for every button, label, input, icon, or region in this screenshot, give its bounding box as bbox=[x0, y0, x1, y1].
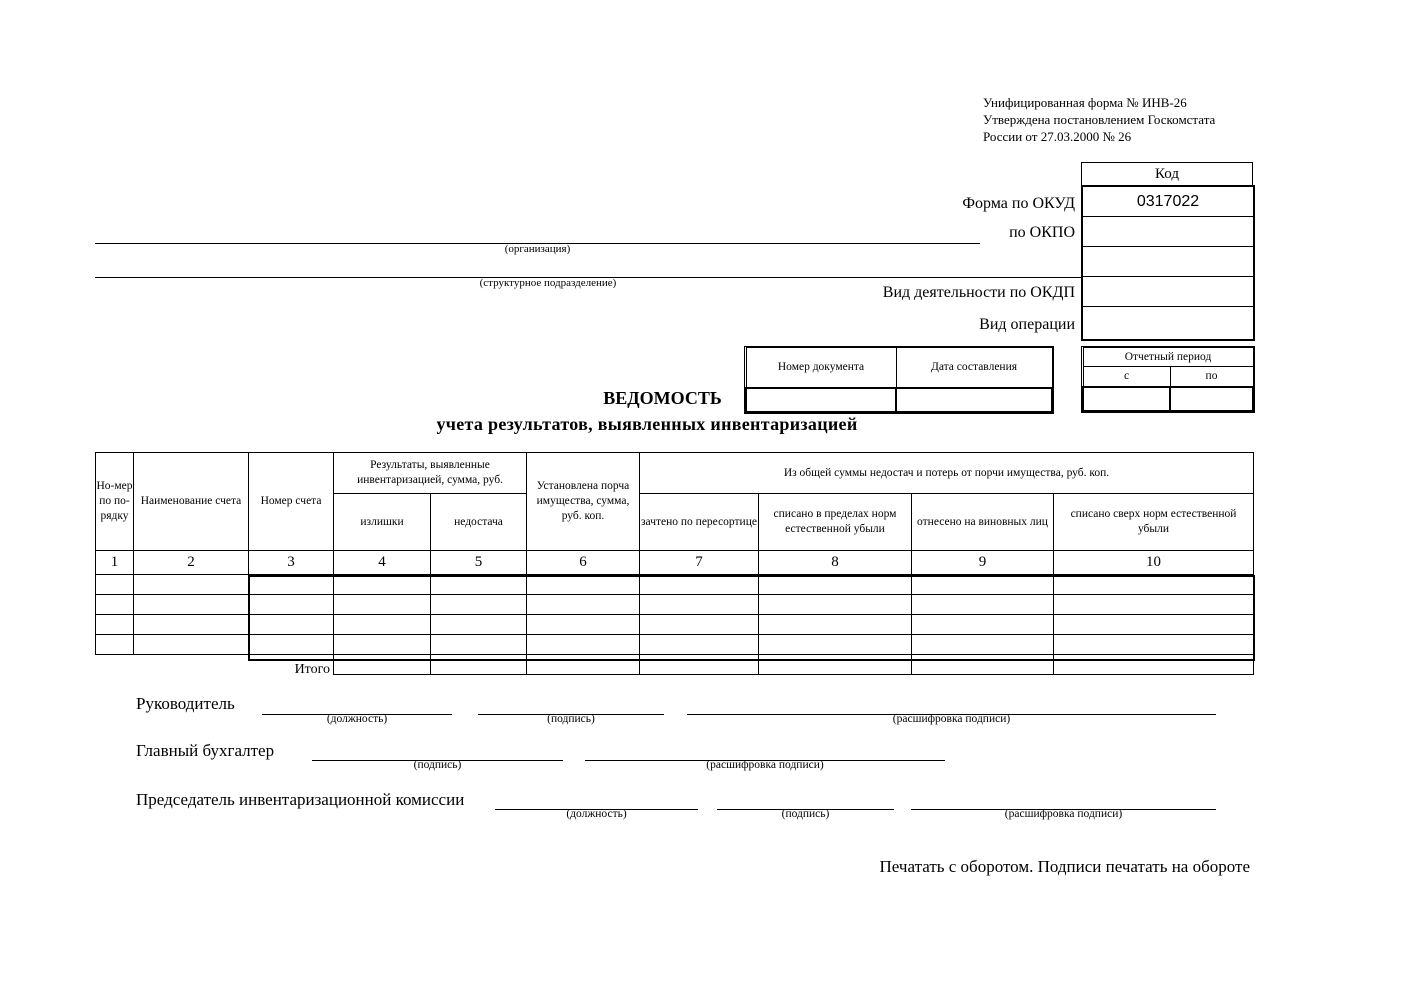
table-cell[interactable] bbox=[334, 615, 431, 635]
document-title: ВЕДОМОСТЬ bbox=[603, 388, 722, 408]
period-from-cell[interactable] bbox=[1083, 387, 1170, 411]
table-cell[interactable] bbox=[96, 635, 134, 655]
codes-header: Код bbox=[1081, 162, 1253, 186]
footer-note: Печатать с оборотом. Подписи печатать на обороте bbox=[879, 857, 1250, 876]
head-label: Руководитель bbox=[136, 694, 235, 713]
okud-label: Форма по ОКУД bbox=[962, 195, 1075, 212]
table-cell[interactable] bbox=[912, 575, 1054, 595]
chief-accountant-signature-caption: (подпись) bbox=[413, 759, 462, 771]
column-number: 4 bbox=[334, 551, 431, 575]
column-number: 7 bbox=[640, 551, 759, 575]
header-within-norms: списано в пределах норм естественной убыли bbox=[759, 494, 912, 551]
table-cell[interactable] bbox=[640, 575, 759, 595]
document-subtitle: учета результатов, выявленных инвентаризацией bbox=[436, 414, 858, 434]
chief-accountant-decode-caption: (расшифровка подписи) bbox=[706, 759, 824, 771]
period-header: Отчетный период bbox=[1083, 348, 1253, 367]
table-cell[interactable] bbox=[249, 615, 334, 635]
document-date-header: Дата составления bbox=[896, 348, 1052, 388]
table-cell[interactable] bbox=[527, 615, 640, 635]
table-row bbox=[96, 615, 1254, 635]
operation-label: Вид операции bbox=[979, 316, 1075, 333]
table-row bbox=[96, 635, 1254, 655]
form-header-note bbox=[983, 94, 1215, 145]
header-over-norms: списано сверх норм естественной убыли bbox=[1054, 494, 1254, 551]
head-position-caption: (должность) bbox=[326, 713, 388, 725]
total-cell[interactable] bbox=[431, 655, 527, 675]
chair-decode-caption: (расшифровка подписи) bbox=[1004, 808, 1123, 820]
column-number: 5 bbox=[431, 551, 527, 575]
column-number-row bbox=[96, 551, 1254, 575]
form-header-line-1: Унифицированная форма № ИНВ-26 bbox=[983, 95, 1187, 110]
header-account-number: Номер счета bbox=[249, 453, 334, 551]
form-header-line-2: Утверждена постановлением Госкомстата bbox=[983, 112, 1216, 127]
chair-position-caption: (должность) bbox=[566, 808, 627, 820]
table-cell[interactable] bbox=[1054, 595, 1254, 615]
operation-code-cell[interactable] bbox=[1083, 307, 1253, 336]
okpo-label: по ОКПО bbox=[1009, 224, 1075, 241]
header-results: Результаты, выявленные инвентаризацией, сумма, руб. bbox=[334, 453, 527, 494]
form-header-line-3: России от 27.03.2000 № 26 bbox=[983, 129, 1132, 144]
document-number-header: Номер документа bbox=[746, 348, 896, 388]
organization-caption: (организация) bbox=[504, 243, 571, 255]
table-cell[interactable] bbox=[912, 635, 1054, 655]
chair-signature-caption: (подпись) bbox=[781, 808, 830, 820]
column-number: 10 bbox=[1054, 551, 1254, 575]
document-info-box bbox=[744, 346, 1054, 414]
table-cell[interactable] bbox=[759, 635, 912, 655]
table-cell[interactable] bbox=[759, 615, 912, 635]
column-number: 9 bbox=[912, 551, 1054, 575]
table-cell[interactable] bbox=[527, 575, 640, 595]
commission-chair-label: Председатель инвентаризационной комиссии bbox=[136, 790, 465, 809]
document-number-cell[interactable] bbox=[746, 388, 896, 412]
table-cell[interactable] bbox=[527, 635, 640, 655]
header-shortage: недостача bbox=[431, 494, 527, 551]
table-cell[interactable] bbox=[640, 595, 759, 615]
column-number: 6 bbox=[527, 551, 640, 575]
header-surplus: излишки bbox=[334, 494, 431, 551]
table-cell[interactable] bbox=[431, 615, 527, 635]
total-cell[interactable] bbox=[334, 655, 431, 675]
okdp-code-cell[interactable] bbox=[1083, 277, 1253, 307]
table-cell[interactable] bbox=[96, 615, 134, 635]
column-number: 1 bbox=[96, 551, 134, 575]
table-cell[interactable] bbox=[912, 595, 1054, 615]
column-number: 3 bbox=[249, 551, 334, 575]
column-number: 2 bbox=[134, 551, 249, 575]
table-cell[interactable] bbox=[640, 615, 759, 635]
table-cell[interactable] bbox=[134, 635, 249, 655]
codes-box bbox=[1081, 185, 1255, 341]
table-cell[interactable] bbox=[334, 595, 431, 615]
column-number: 8 bbox=[759, 551, 912, 575]
table-cell[interactable] bbox=[431, 595, 527, 615]
table-row bbox=[96, 595, 1254, 615]
table-cell[interactable] bbox=[1054, 575, 1254, 595]
table-cell[interactable] bbox=[912, 615, 1054, 635]
total-cell[interactable] bbox=[1054, 655, 1254, 675]
header-row-number: Но-мер по по-рядку bbox=[96, 453, 134, 551]
reporting-period-box bbox=[1081, 346, 1255, 413]
table-cell[interactable] bbox=[431, 635, 527, 655]
division-caption: (структурное подразделение) bbox=[479, 277, 617, 289]
table-cell[interactable] bbox=[249, 575, 334, 595]
table-cell[interactable] bbox=[334, 575, 431, 595]
period-from-label: с bbox=[1083, 367, 1170, 387]
document-date-cell[interactable] bbox=[896, 388, 1052, 412]
table-cell[interactable] bbox=[1054, 635, 1254, 655]
table-cell[interactable] bbox=[249, 595, 334, 615]
total-cell[interactable] bbox=[640, 655, 759, 675]
table-cell[interactable] bbox=[759, 575, 912, 595]
okdp-label: Вид деятельности по ОКДП bbox=[882, 284, 1075, 301]
total-label: Итого bbox=[294, 662, 330, 677]
table-row bbox=[96, 575, 1254, 595]
chief-accountant-label: Главный бухгалтер bbox=[136, 741, 275, 760]
header-of-total: Из общей суммы недостач и потерь от порчи имущества, руб. коп. bbox=[640, 453, 1254, 494]
table-cell[interactable] bbox=[134, 595, 249, 615]
period-to-cell[interactable] bbox=[1170, 387, 1253, 411]
okpo-code-cell[interactable] bbox=[1083, 217, 1253, 247]
table-cell[interactable] bbox=[96, 575, 134, 595]
table-cell[interactable] bbox=[1054, 615, 1254, 635]
table-cell[interactable] bbox=[431, 575, 527, 595]
okud-code-cell[interactable]: 0317022 bbox=[1083, 187, 1253, 217]
head-signature-caption: (подпись) bbox=[547, 713, 595, 725]
header-guilty: отнесено на виновных лиц bbox=[912, 494, 1054, 551]
total-cell[interactable] bbox=[527, 655, 640, 675]
total-cell[interactable] bbox=[759, 655, 912, 675]
table-cell[interactable] bbox=[334, 635, 431, 655]
header-account-name: Наименование счета bbox=[134, 453, 249, 551]
table-cell[interactable] bbox=[134, 615, 249, 635]
header-damage: Установлена порча имущества, сумма, руб. коп. bbox=[527, 453, 640, 551]
table-cell[interactable] bbox=[759, 595, 912, 615]
table-cell[interactable] bbox=[249, 635, 334, 655]
results-table bbox=[95, 452, 1254, 675]
header-resort: зачтено по пересортице bbox=[640, 494, 759, 551]
total-cell[interactable] bbox=[912, 655, 1054, 675]
table-cell[interactable] bbox=[527, 595, 640, 615]
head-decode-caption: (расшифровка подписи) bbox=[892, 713, 1011, 725]
table-cell[interactable] bbox=[640, 635, 759, 655]
period-to-label: по bbox=[1170, 367, 1253, 387]
table-cell[interactable] bbox=[134, 575, 249, 595]
division-code-cell[interactable] bbox=[1083, 247, 1253, 277]
table-cell[interactable] bbox=[96, 595, 134, 615]
